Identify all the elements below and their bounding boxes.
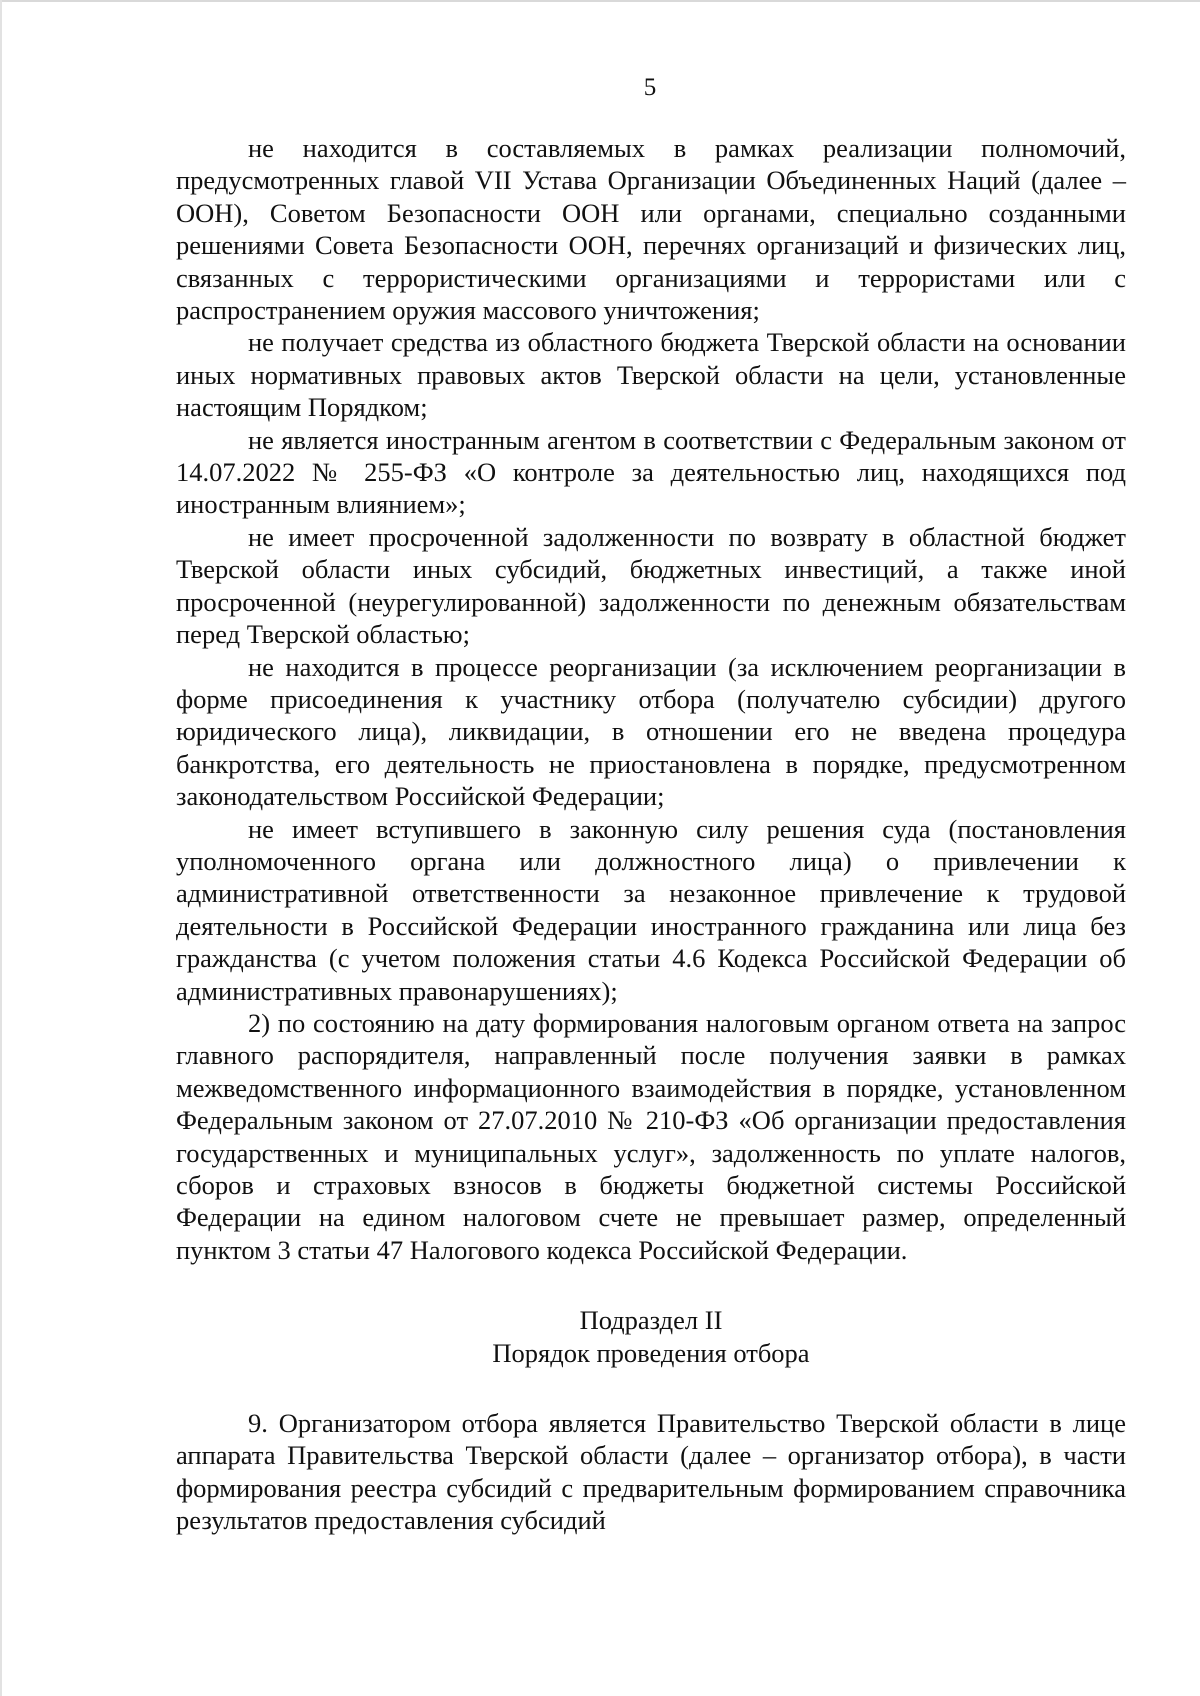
document-body: [176, 132, 1126, 1537]
paragraph-no-reorganization: не находится в процессе реорганизации (за исключением реорганизации в форме присоединения к участнику отбора (получателю субсидии) другого юридического лица), ликвидации, в отношении его не введена процедура банкротства, его деятельность не приостановлена в порядке, предусмотренном законодательством Российской Федерации;: [176, 651, 1126, 812]
subsection-title: Порядок проведения отбора: [492, 1337, 810, 1368]
paragraph-no-overdue-debt: не имеет просроченной задолженности по возврату в областной бюджет Тверской области иных субсидий, бюджетных инвестиций, а также иной просроченной (неурегулированной) задолженности по денежным обязательствам перед Тверской областью;: [176, 521, 1126, 650]
paragraph-terrorist-lists: не находится в составляемых в рамках реализации полномочий, предусмотренных главой VII Устава Организации Объединенных Наций (далее – ООН), Советом Безопасности ООН или органами, специально созданными решениями Совета Безопасности ООН, перечнях организаций и физических лиц, связанных с террористическими организациями и террористами или с распространением оружия массового уничтожения;: [176, 133, 1126, 326]
scan-edge-top: [0, 0, 1200, 2]
paragraph-tax-debt: 2) по состоянию на дату формирования налоговым органом ответа на запрос главного распорядителя, направленный после получения заявки в рамках межведомственного информационного взаимодействия в порядке, установленном Федеральным законом от 27.07.2010 № 210-ФЗ «Об организации предоставления государственных и муниципальных услуг», задолженность по уплате налогов, сборов и страховых взносов в бюджеты бюджетной системы Российской Федерации на едином налоговом счете не превышает размер, определенный пунктом 3 статьи 47 Налогового кодекса Российской Федерации.: [176, 1007, 1126, 1265]
paragraph-no-court-decision: не имеет вступившего в законную силу решения суда (постановления уполномоченного органа или должностного лица) о привлечении к административной ответственности за незаконное привлечение к трудовой деятельности в Российской Федерации иностранного гражданина или лица без гражданства (с учетом положения статьи 4.6 Кодекса Российской Федерации об административных правонарушениях);: [176, 813, 1126, 1006]
paragraph-no-other-funds: не получает средства из областного бюджета Тверской области на основании иных нормативных правовых актов Тверской области на цели, установленные настоящим Порядком;: [176, 327, 1126, 423]
page-number: 5: [643, 74, 657, 101]
subsection-label: Подраздел II: [579, 1305, 723, 1336]
paragraph-not-foreign-agent: не является иностранным агентом в соответствии с Федеральным законом от 14.07.2022 № 255-ФЗ «О контроле за деятельностью лиц, находящихся под иностранным влиянием»;: [176, 424, 1126, 520]
scan-edge-left: [0, 0, 2, 1696]
paragraph-item-9: 9. Организатором отбора является Правительство Тверской области в лице аппарата Правительства Тверской области (далее – организатор отбора), в части формирования реестра субсидий с предварительным формированием справочника результатов предоставления субсидий: [176, 1408, 1126, 1536]
